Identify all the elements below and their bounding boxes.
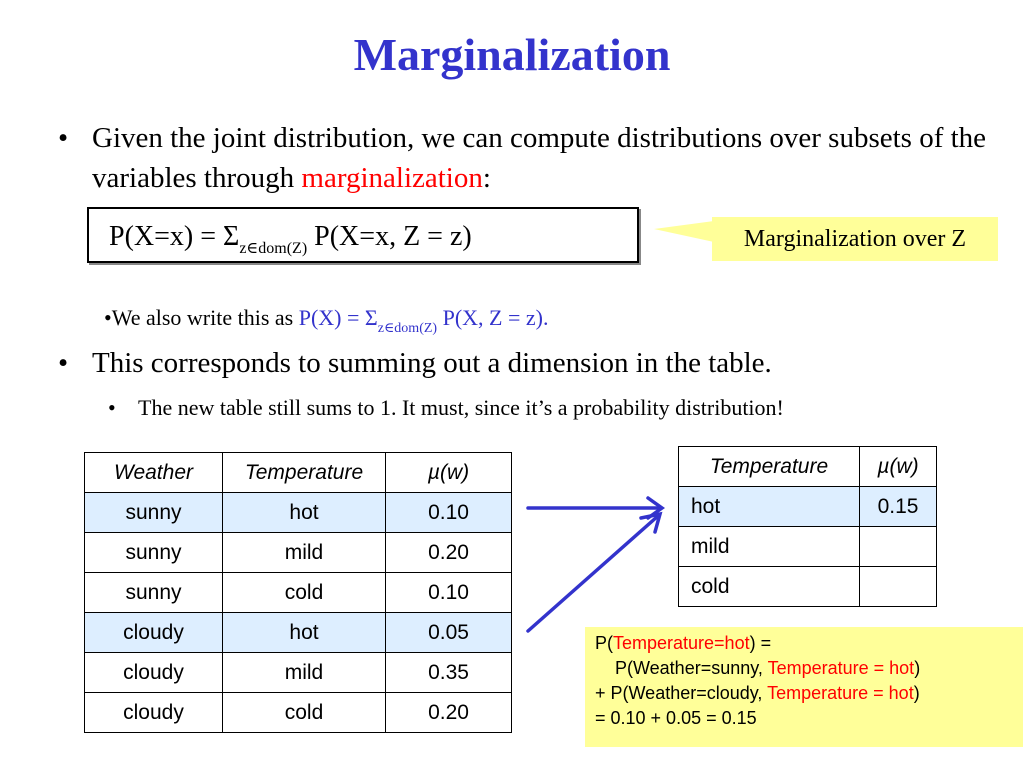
- bullet-text-before: Given the joint distribution, we can compute distributions over subsets of the variables through: [92, 122, 987, 194]
- cell-temperature: cold: [223, 573, 386, 613]
- cell-value: [860, 567, 937, 607]
- header-temperature: Temperature: [679, 447, 860, 487]
- calc-text: P(Weather=sunny,: [615, 658, 768, 678]
- cell-value: 0.15: [860, 487, 937, 527]
- bullet-text-after: :: [482, 162, 491, 194]
- table-row: [679, 527, 937, 567]
- calc-highlight: Temperature = hot: [767, 658, 915, 678]
- callout-pointer: [640, 216, 720, 246]
- notation-rhs: P(X, Z = z).: [437, 305, 549, 330]
- cell-temperature: mild: [223, 533, 386, 573]
- calc-line-3: [595, 681, 1023, 706]
- calc-text: P(: [595, 633, 613, 653]
- table-row: [85, 573, 512, 613]
- cell-value: 0.10: [386, 573, 512, 613]
- bullet-text: This corresponds to summing out a dimension in the table.: [92, 347, 772, 379]
- bullet-dot: •: [104, 305, 112, 330]
- header-mu: µ(w): [860, 447, 937, 487]
- cell-value: 0.10: [386, 493, 512, 533]
- calc-text: + P(Weather=cloudy,: [595, 683, 768, 703]
- formula-rhs: P(X=x, Z = z): [307, 221, 472, 252]
- cell-value: [860, 527, 937, 567]
- arrow-cloudy-hot: [528, 516, 658, 631]
- cell-weather: sunny: [85, 493, 223, 533]
- bullet-dot: •: [108, 395, 116, 420]
- cell-temperature: hot: [223, 493, 386, 533]
- bullet-text: [92, 118, 992, 198]
- cell-value: 0.35: [386, 653, 512, 693]
- cell-weather: sunny: [85, 573, 223, 613]
- bullet-dot: •: [58, 122, 69, 154]
- cell-temperature: mild: [223, 653, 386, 693]
- cell-temperature: cold: [679, 567, 860, 607]
- cell-value: 0.20: [386, 533, 512, 573]
- cell-value: 0.20: [386, 693, 512, 733]
- table-row: [85, 653, 512, 693]
- calc-line-4: = 0.10 + 0.05 = 0.15: [595, 708, 757, 728]
- cell-temperature: cold: [223, 693, 386, 733]
- formula-lhs: P(X=x) = Σ: [109, 221, 240, 252]
- table-header-row: [679, 447, 937, 487]
- calc-highlight: Temperature=hot: [613, 633, 750, 653]
- notation-lhs: P(X) = Σ: [298, 305, 378, 330]
- cell-weather: sunny: [85, 533, 223, 573]
- table-row: [679, 487, 937, 527]
- formula-subscript: z∈dom(Z): [239, 240, 308, 257]
- notation-subscript: z∈dom(Z): [377, 321, 438, 336]
- marginal-distribution-table: [678, 446, 937, 607]
- calc-line-2: [595, 656, 1023, 681]
- table-row: [85, 493, 512, 533]
- cell-weather: cloudy: [85, 693, 223, 733]
- calc-text: ) =: [749, 633, 772, 653]
- calc-text: ): [914, 658, 921, 678]
- joint-distribution-table: [84, 452, 512, 733]
- calc-highlight: Temperature = hot: [767, 683, 914, 703]
- table-row: [85, 613, 512, 653]
- cell-temperature: mild: [679, 527, 860, 567]
- cell-temperature: hot: [223, 613, 386, 653]
- arrow-cloudy-hot-head: [641, 514, 660, 532]
- subbullet-prefix: We also write this as: [111, 305, 299, 330]
- bullet-dot: •: [58, 347, 69, 379]
- marginalization-highlight: marginalization: [301, 162, 483, 194]
- arrow-sunny-hot-head: [648, 498, 662, 518]
- cell-weather: cloudy: [85, 653, 223, 693]
- header-mu: µ(w): [386, 453, 512, 493]
- cell-weather: cloudy: [85, 613, 223, 653]
- bullet-text: The new table still sums to 1. It must, since it’s a probability distribution!: [138, 395, 784, 420]
- table-row: [679, 567, 937, 607]
- table-row: [85, 533, 512, 573]
- cell-temperature: hot: [679, 487, 860, 527]
- table-header-row: [85, 453, 512, 493]
- marginalization-formula-box: [87, 207, 639, 263]
- header-temperature: Temperature: [223, 453, 386, 493]
- calculation-box: [585, 627, 1023, 747]
- header-weather: Weather: [85, 453, 223, 493]
- cell-value: 0.05: [386, 613, 512, 653]
- table-row: [85, 693, 512, 733]
- calc-text: ): [913, 683, 920, 703]
- slide-title: Marginalization: [353, 29, 671, 80]
- calc-line-1: [595, 631, 1023, 656]
- callout-marginalization-over-z: Marginalization over Z: [712, 217, 998, 261]
- subbullet-notation: [104, 303, 548, 344]
